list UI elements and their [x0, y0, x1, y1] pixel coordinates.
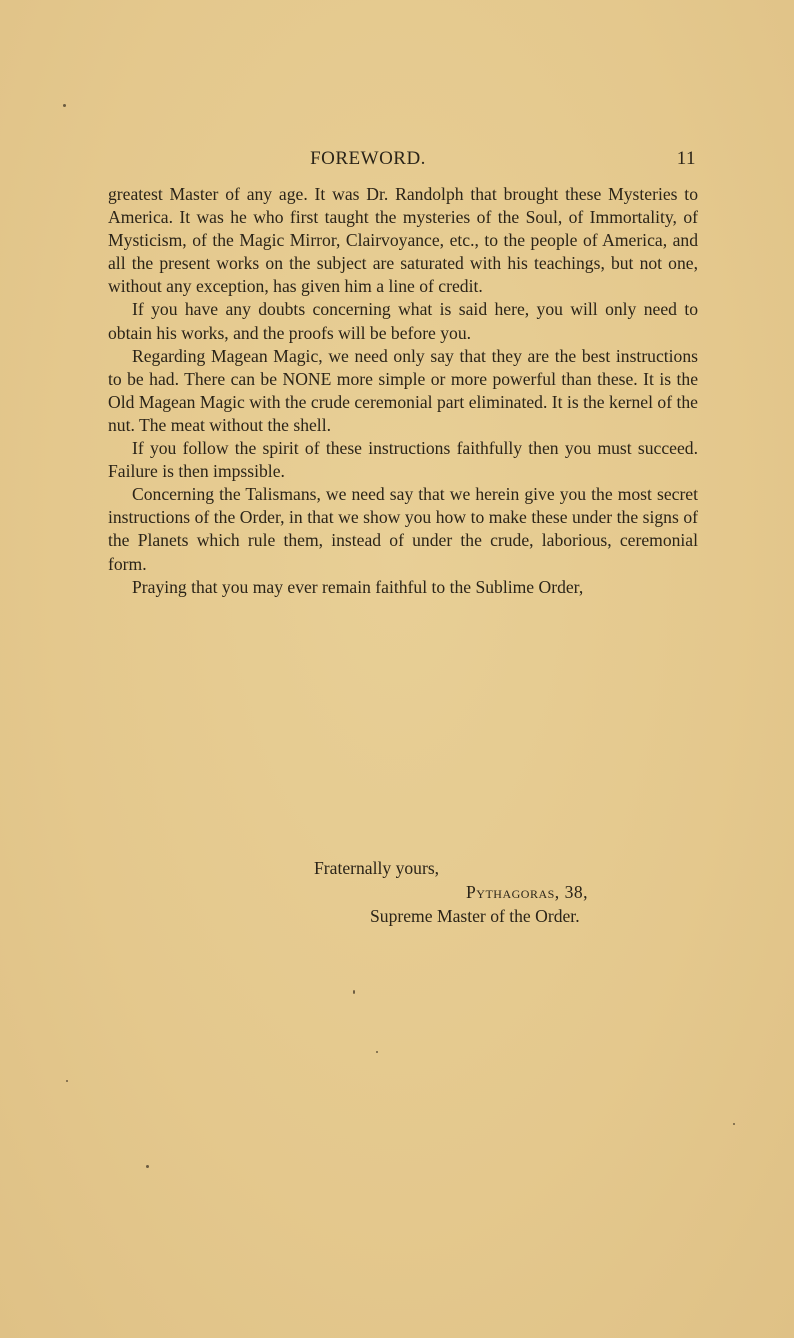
body-text	[108, 183, 698, 599]
paragraph: Praying that you may ever remain faithful to the Sublime Order,	[132, 576, 584, 597]
paper-speck	[146, 1165, 149, 1168]
paper-speck	[63, 104, 66, 107]
paragraph: Regarding Magean Magic, we need only say that they are the best instructions to be had. There can be NONE more simple or more powerful than these. It is the Old Magean Magic with the crude ceremonial part eliminated. It is the kernel of the nut. The meat without the shell.	[108, 345, 698, 435]
closing-signature-block	[108, 856, 698, 928]
salutation: Fraternally yours,	[314, 858, 440, 878]
signature: Pythagoras, 38,	[466, 882, 589, 902]
paragraph: If you have any doubts concerning what is said here, you will only need to obtain his works, and the proofs will be before you.	[108, 299, 698, 343]
paper-speck	[376, 1051, 378, 1053]
paragraph: Concerning the Talismans, we need say that we herein give you the most secret instructions of the Order, in that we show you how to make these under the signs of the Planets which rule them, instead of under the crude, laborious, ceremonial form.	[108, 484, 698, 574]
page-number: 11	[676, 148, 696, 169]
paper-speck	[733, 1123, 735, 1125]
paper-speck	[66, 1080, 68, 1082]
paragraph: If you follow the spirit of these instructions faithfully then you must succeed. Failure is then impssible.	[108, 438, 698, 482]
chapter-title: FOREWORD.	[310, 148, 426, 169]
signature-title: Supreme Master of the Order.	[370, 906, 580, 926]
paragraph-continued: greatest Master of any age. It was Dr. Randolph that brought these Mysteries to America. It was he who first taught the mysteries of the Soul, of Immortality, of Mysticism, of the Magic Mirror, Clairvoyance, etc., to the people of America, and all the present works on the subject are saturated with his teachings, but not one, without any exception, has given him a line of credit.	[108, 184, 698, 297]
paper-speck	[353, 990, 355, 994]
running-head	[108, 148, 698, 172]
